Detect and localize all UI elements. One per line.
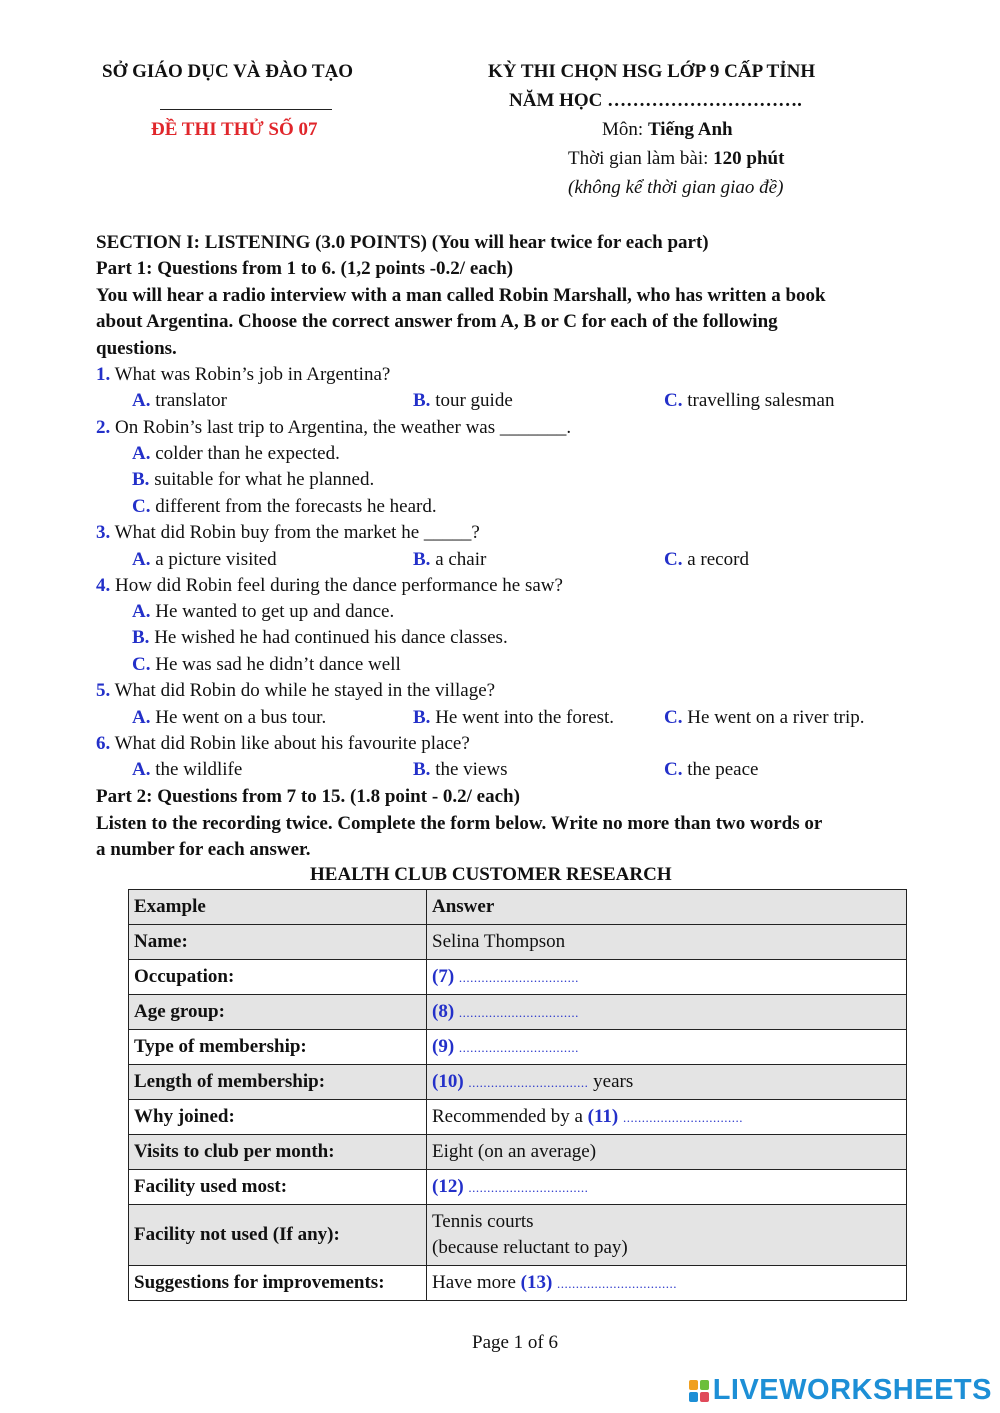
answer-blank[interactable]: ................................ [468,1180,589,1195]
question-2 [96,417,571,439]
q5-option-a[interactable] [132,707,326,729]
question-text: What did Robin like about his favourite place? [114,733,470,754]
option-letter: B. [132,469,150,490]
part1-instruction-line-2: about Argentina. Choose the correct answer from A, B or C for each of the following [96,311,778,332]
answer-blank[interactable]: ................................ [458,1040,579,1055]
logo-square [700,1392,709,1402]
option-text: He went on a river trip. [687,707,865,728]
option-text: a record [687,549,749,570]
part1-heading: Part 1: Questions from 1 to 6. (1,2 points -0.2/ each) [96,258,514,279]
question-1 [96,364,390,386]
page-number: Page 1 of 6 [472,1332,559,1353]
row-label: Suggestions for improvements: [129,1266,427,1301]
row-label: Visits to club per month: [129,1135,427,1170]
option-text: tour guide [435,390,513,411]
table-row [129,1170,907,1205]
q6-option-a[interactable] [132,759,242,781]
question-3 [96,522,480,544]
q2-option-b[interactable] [132,469,374,491]
table-row [129,1065,907,1100]
q4-option-b[interactable] [132,627,508,649]
row-value: Eight (on an average) [427,1135,907,1170]
option-letter: A. [132,759,151,780]
option-text: He was sad he didn’t dance well [155,654,401,675]
option-letter: B. [413,759,431,780]
option-text: different from the forecasts he heard. [155,496,437,517]
option-letter: C. [664,390,683,411]
option-letter: B. [413,549,431,570]
question-number: 3. [96,522,111,543]
answer-cell-12[interactable] [427,1170,907,1205]
subject-value: Tiếng Anh [647,119,733,140]
question-number: 5. [96,680,111,701]
table-row [129,1205,907,1266]
question-number: 1. [96,364,111,385]
liveworksheets-logo[interactable] [689,1374,992,1407]
answer-blank[interactable]: ................................ [468,1075,589,1090]
table-header-value: Answer [427,890,907,925]
row-label: Facility used most: [129,1170,427,1205]
row-prefix: Recommended by a [432,1106,588,1127]
q1-option-b[interactable] [413,390,513,412]
subject-line [602,119,733,141]
answer-cell-13[interactable] [427,1266,907,1301]
question-5 [96,680,495,702]
row-prefix: Have more [432,1272,521,1293]
liveworksheets-logo-icon [689,1380,709,1402]
q2-option-c[interactable] [132,496,437,518]
option-letter: A. [132,443,151,464]
table-row [129,1030,907,1065]
time-label: Thời gian làm bài: [568,148,714,169]
option-text: the views [435,759,508,780]
option-text: translator [155,390,227,411]
row-label: Length of membership: [129,1065,427,1100]
option-text: travelling salesman [687,390,835,411]
q4-option-c[interactable] [132,654,401,676]
time-value: 120 phút [713,148,785,169]
option-text: He wanted to get up and dance. [155,601,395,622]
row-label: Why joined: [129,1100,427,1135]
blank-number: (12) [432,1176,464,1197]
logo-square [689,1380,698,1390]
answer-blank[interactable]: ................................ [458,1005,579,1020]
q3-option-c[interactable] [664,549,749,571]
question-4 [96,575,563,597]
option-letter: C. [132,654,151,675]
part1-instruction-line-1: You will hear a radio interview with a man called Robin Marshall, who has written a book [96,285,826,306]
blank-number: (9) [432,1036,455,1057]
table-row [129,960,907,995]
row-label: Occupation: [129,960,427,995]
table-header-row [129,890,907,925]
option-letter: B. [413,707,431,728]
option-text: He went into the forest. [435,707,615,728]
section-heading: SECTION I: LISTENING (3.0 POINTS) (You will hear twice for each part) [96,232,709,253]
row-label: Type of membership: [129,1030,427,1065]
answer-blank[interactable]: ................................ [623,1110,744,1125]
row-label: Age group: [129,995,427,1030]
question-text: What did Robin buy from the market he _____? [114,522,480,543]
time-note: (không kể thời gian giao đề) [568,177,784,198]
logo-square [689,1392,698,1402]
blank-number: (8) [432,1001,455,1022]
question-text: How did Robin feel during the dance performance he saw? [115,575,563,596]
question-number: 4. [96,575,111,596]
option-letter: B. [413,390,431,411]
row-label: Facility not used (If any): [129,1205,427,1266]
health-club-form-table [128,889,907,1301]
question-text: What was Robin’s job in Argentina? [114,364,391,385]
answer-cell-7[interactable] [427,960,907,995]
question-text: What did Robin do while he stayed in the village? [114,680,496,701]
option-letter: C. [132,496,151,517]
subject-label: Môn: [602,119,648,140]
answer-cell-9[interactable] [427,1030,907,1065]
q3-option-a[interactable] [132,549,277,571]
q5-option-b[interactable] [413,707,614,729]
row-value [427,1205,907,1266]
option-text: the peace [687,759,759,780]
option-letter: A. [132,707,151,728]
question-number: 6. [96,733,111,754]
part2-heading: Part 2: Questions from 7 to 15. (1.8 point - 0.2/ each) [96,786,520,807]
header-divider [160,109,332,110]
part2-instruction-line-1: Listen to the recording twice. Complete the form below. Write no more than two words or [96,813,823,834]
q4-option-a[interactable] [132,601,394,623]
liveworksheets-logo-text: LIVEWORKSHEETS [712,1374,992,1406]
table-row [129,1266,907,1301]
exam-label: ĐỀ THI THỬ SỐ 07 [151,119,318,140]
answer-cell-10[interactable] [427,1065,907,1100]
option-letter: C. [664,707,683,728]
q6-option-b[interactable] [413,759,507,781]
option-text: suitable for what he planned. [154,469,375,490]
exam-title: KỲ THI CHỌN HSG LỚP 9 CẤP TỈNH [488,61,816,82]
logo-square [700,1380,709,1390]
option-letter: C. [664,759,683,780]
row-value-line-1: Tennis courts [432,1211,534,1232]
table-row [129,925,907,960]
table-row [129,1100,907,1135]
q2-option-a[interactable] [132,443,340,465]
question-6 [96,733,470,755]
q3-option-b[interactable] [413,549,486,571]
table-header-key: Example [129,890,427,925]
answer-blank[interactable]: ................................ [557,1276,678,1291]
answer-cell-11[interactable] [427,1100,907,1135]
blank-number: (11) [587,1106,619,1127]
q1-option-a[interactable] [132,390,227,412]
question-number: 2. [96,417,111,438]
answer-blank[interactable]: ................................ [458,970,579,985]
option-text: colder than he expected. [155,443,340,464]
option-text: a picture visited [155,549,277,570]
part2-instruction-line-2: a number for each answer. [96,839,311,860]
option-text: a chair [435,549,487,570]
blank-number: (13) [520,1272,553,1293]
option-letter: A. [132,549,151,570]
answer-cell-8[interactable] [427,995,907,1030]
blank-number: (7) [432,966,455,987]
table-row [129,995,907,1030]
option-letter: A. [132,390,151,411]
time-line [568,148,784,170]
part1-instruction-line-3: questions. [96,338,177,359]
option-letter: B. [132,627,150,648]
table-title: HEALTH CLUB CUSTOMER RESEARCH [310,864,672,885]
question-text: On Robin’s last trip to Argentina, the weather was _______. [115,417,572,438]
org-name: SỞ GIÁO DỤC VÀ ĐÀO TẠO [102,61,354,82]
q1-option-c[interactable] [664,390,834,412]
option-text: the wildlife [155,759,243,780]
blank-number: (10) [432,1071,464,1092]
option-letter: C. [664,549,683,570]
q5-option-c[interactable] [664,707,865,729]
row-value: Selina Thompson [427,925,907,960]
option-text: He went on a bus tour. [155,707,327,728]
row-suffix: years [588,1071,634,1092]
table-row [129,1135,907,1170]
row-label: Name: [129,925,427,960]
row-value-line-2: (because reluctant to pay) [432,1237,628,1258]
school-year: NĂM HỌC …………………………. [509,90,802,111]
option-letter: A. [132,601,151,622]
option-text: He wished he had continued his dance classes. [154,627,508,648]
q6-option-c[interactable] [664,759,758,781]
